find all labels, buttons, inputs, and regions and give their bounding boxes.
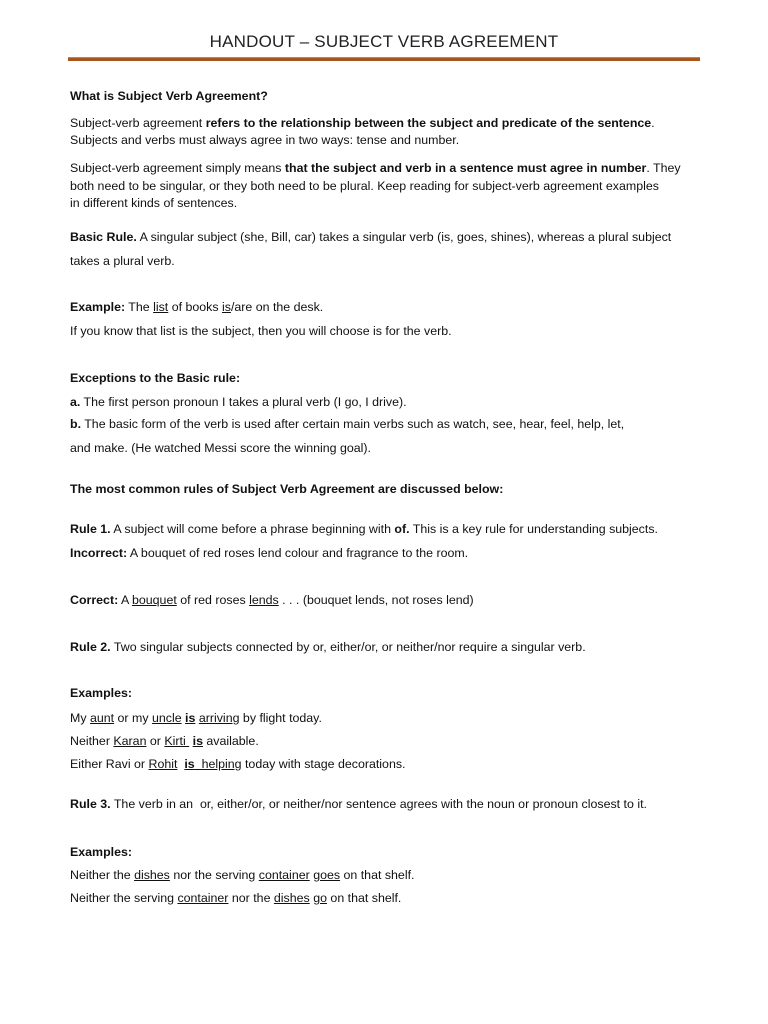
rule3-example-1: Neither the dishes nor the serving container goes on that shelf. [70, 868, 415, 882]
definition-line-1: Subject-verb agreement refers to the relationship between the subject and predicate of the sentence. [70, 116, 655, 130]
what-heading: What is Subject Verb Agreement? [70, 89, 268, 103]
rule3-example-2: Neither the serving container nor the dishes go on that shelf. [70, 891, 402, 905]
rule1-correct: Correct: A bouquet of red roses lends . . . (bouquet lends, not roses lend) [70, 593, 474, 607]
rule2-examples-label: Examples: [70, 686, 132, 700]
title-underline-divider [68, 57, 700, 61]
exception-b-line-1: b. The basic form of the verb is used after certain main verbs such as watch, see, hear, feel, help, let, [70, 417, 625, 431]
rule1-incorrect: Incorrect: A bouquet of red roses lend colour and fragrance to the room. [70, 546, 469, 560]
rule2-example-3: Either Ravi or Rohit is helping today with stage decorations. [70, 757, 406, 771]
example-line: Example: The list of books is/are on the desk. [70, 300, 324, 314]
exception-a: a. The first person pronoun I takes a plural verb (I go, I drive). [70, 395, 407, 409]
exception-b-line-2: and make. (He watched Messi score the winning goal). [70, 441, 371, 455]
rule2-line: Rule 2. Two singular subjects connected by or, either/or, or neither/nor require a singular verb. [70, 640, 586, 654]
definition2-line-2: both need to be singular, or they both need to be plural. Keep reading for subject-verb agreement examples [70, 179, 659, 193]
page-title: HANDOUT – SUBJECT VERB AGREEMENT [209, 32, 559, 51]
exceptions-heading: Exceptions to the Basic rule: [70, 371, 241, 385]
rule3-line: Rule 3. The verb in an or, either/or, or neither/nor sentence agrees with the noun or pronoun closest to it. [70, 797, 647, 811]
basic-rule-line-2: takes a plural verb. [70, 254, 175, 268]
definition2-line-3: in different kinds of sentences. [70, 196, 238, 210]
rule2-example-1: My aunt or my uncle is arriving by flight today. [70, 711, 322, 725]
common-rules-heading: The most common rules of Subject Verb Agreement are discussed below: [70, 482, 504, 496]
rule2-example-2: Neither Karan or Kirti is available. [70, 734, 259, 748]
rule3-examples-label: Examples: [70, 845, 132, 859]
definition-line-2: Subjects and verbs must always agree in two ways: tense and number. [70, 133, 460, 147]
definition2-line-1: Subject-verb agreement simply means that the subject and verb in a sentence must agree in number. They [70, 161, 681, 175]
rule1-line: Rule 1. A subject will come before a phrase beginning with of. This is a key rule for understanding subjects. [70, 522, 658, 536]
example-explanation: If you know that list is the subject, then you will choose is for the verb. [70, 324, 452, 338]
basic-rule-line-1: Basic Rule. A singular subject (she, Bill, car) takes a singular verb (is, goes, shines), whereas a plural subject [70, 230, 672, 244]
